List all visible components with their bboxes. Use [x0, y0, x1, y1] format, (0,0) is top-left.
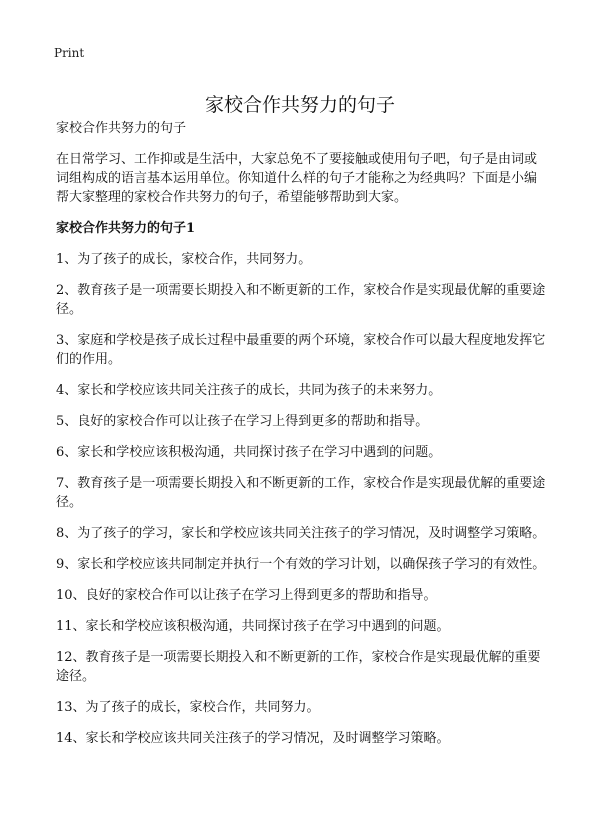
page-title: 家校合作共努力的句子 — [204, 93, 395, 116]
list-item: 14、家长和学校应该共同关注孩子的学习情况，及时调整学习策略。 — [56, 731, 450, 746]
list-item: 12、教育孩子是一项需要长期投入和不断更新的工作，家校合作是实现最优解的重要途径。 — [56, 650, 541, 684]
article-body — [56, 119, 546, 748]
print-link[interactable]: Print — [54, 46, 85, 60]
section-heading: 家校合作共努力的句子1 — [56, 221, 196, 236]
list-item: 4、家长和学校应该共同关注孩子的成长，共同为孩子的未来努力。 — [56, 383, 442, 398]
list-item: 6、家长和学校应该积极沟通，共同探讨孩子在学习中遇到的问题。 — [56, 445, 442, 460]
list-item: 9、家长和学校应该共同制定并执行一个有效的学习计划，以确保孩子学习的有效性。 — [56, 557, 546, 572]
list-item: 10、良好的家校合作可以让孩子在学习上得到更多的帮助和指导。 — [56, 588, 437, 603]
list-item: 8、为了孩子的学习，家长和学校应该共同关注孩子的学习情况，及时调整学习策略。 — [56, 526, 546, 541]
list-item: 5、良好的家校合作可以让孩子在学习上得到更多的帮助和指导。 — [56, 414, 429, 429]
list-item: 2、教育孩子是一项需要长期投入和不断更新的工作，家校合作是实现最优解的重要途径。 — [56, 283, 546, 317]
list-item: 7、教育孩子是一项需要长期投入和不断更新的工作，家校合作是实现最优解的重要途径。 — [56, 476, 546, 510]
list-item: 13、为了孩子的成长，家校合作，共同努力。 — [56, 700, 320, 715]
list-item: 1、为了孩子的成长，家校合作，共同努力。 — [56, 252, 312, 267]
list-item: 11、家长和学校应该积极沟通，共同探讨孩子在学习中遇到的问题。 — [56, 619, 450, 634]
intro-paragraph: 在日常学习、工作抑或是生活中，大家总免不了要接触或使用句子吧，句子是由词或词组构成的语言基本运用单位。你知道什么样的句子才能称之为经典吗？下面是小编帮大家整理的家校合作共努力的句子，希望能够帮助到大家。 — [56, 152, 538, 205]
article-subtitle: 家校合作共努力的句子 — [56, 121, 187, 136]
sentence-list — [56, 250, 546, 748]
list-item: 3、家庭和学校是孩子成长过程中最重要的两个环境，家校合作可以最大程度地发挥它们的作用。 — [56, 333, 546, 367]
